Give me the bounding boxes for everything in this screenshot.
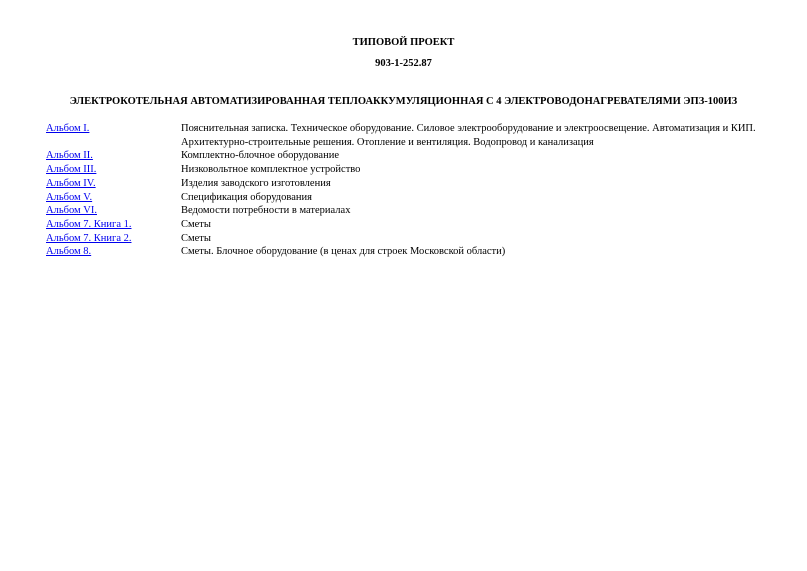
album-link-5[interactable]: Альбом V.: [46, 191, 93, 203]
album-link-1[interactable]: Альбом I.: [46, 123, 90, 134]
album-link-3[interactable]: Альбом III.: [46, 164, 97, 176]
album-description-7-book-2: Сметы: [181, 232, 211, 244]
album-row: [46, 232, 766, 246]
album-row: [46, 163, 766, 177]
album-row: [46, 191, 766, 205]
album-link-4[interactable]: Альбом IV.: [46, 177, 96, 189]
album-description-1: Пояснительная записка. Техническое оборудование. Силовое электрооборудование и электроосвещение. Автоматизация и КИП. Архитектурно-строительные решения. Отопление и вентиляция. Водопровод и канализация: [181, 123, 756, 148]
album-row: [46, 177, 766, 191]
project-subject: ЭЛЕКТРОКОТЕЛЬНАЯ АВТОМАТИЗИРОВАННАЯ ТЕПЛОАККУМУЛЯЦИОННАЯ С 4 ЭЛЕКТРОВОДОНАГРЕВАТЕЛЯМИ ЭПЗ-100ИЗ: [69, 96, 738, 107]
album-description-5: Спецификация оборудования: [181, 191, 312, 203]
album-description-8: Сметы. Блочное оборудование (в ценах для строек Московской области): [181, 246, 506, 258]
album-link-7-book-2[interactable]: Альбом 7. Книга 2.: [46, 232, 132, 244]
album-description-4: Изделия заводского изготовления: [181, 177, 331, 189]
project-code: 903-1-252.87: [375, 58, 432, 69]
album-link-8[interactable]: Альбом 8.: [46, 246, 92, 258]
album-description-2: Комплектно-блочное оборудование: [181, 150, 339, 162]
album-description-6: Ведомости потребности в материалах: [181, 205, 351, 217]
album-row: [46, 245, 766, 259]
album-description-3: Низковольтное комплектное устройство: [181, 164, 361, 176]
album-row: [46, 122, 766, 149]
album-row: [46, 149, 766, 163]
album-link-2[interactable]: Альбом II.: [46, 150, 93, 162]
album-row: [46, 218, 766, 232]
album-row: [46, 204, 766, 218]
album-link-7-book-1[interactable]: Альбом 7. Книга 1.: [46, 218, 132, 230]
albums-list: [46, 122, 766, 259]
album-description-7-book-1: Сметы: [181, 218, 211, 230]
album-link-6[interactable]: Альбом VI.: [46, 205, 97, 217]
document-title: ТИПОВОЙ ПРОЕКТ: [352, 37, 455, 48]
